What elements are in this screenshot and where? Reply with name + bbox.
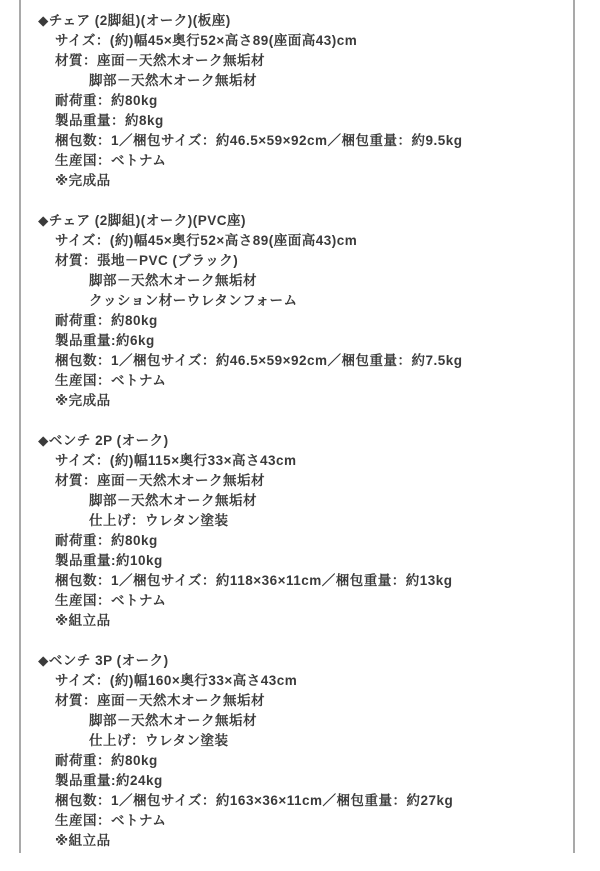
spec-line: 生産国：ベトナム — [55, 813, 167, 828]
spec-line: 製品重量:約6kg — [55, 333, 155, 348]
spec-line: ※組立品 — [55, 613, 111, 628]
spec-line: 梱包数：1／梱包サイズ：約46.5×59×92cm／梱包重量：約7.5kg — [55, 353, 463, 368]
spec-line: 脚部－天然木オーク無垢材 — [89, 73, 257, 88]
spec-line: 材質：張地－PVC (ブラック) — [55, 253, 239, 268]
spec-line: 耐荷重：約80kg — [55, 753, 158, 768]
product-spec-section — [38, 11, 560, 191]
spec-line: ※完成品 — [55, 393, 111, 408]
spec-line: 脚部－天然木オーク無垢材 — [89, 273, 257, 288]
spec-content — [38, 11, 560, 871]
product-title: ◆チェア (2脚組)(オーク)(PVC座) — [38, 213, 246, 228]
spec-line: ※完成品 — [55, 173, 111, 188]
spec-line: 仕上げ：ウレタン塗装 — [89, 733, 229, 748]
spec-line: 梱包数：1／梱包サイズ：約163×36×11cm／梱包重量：約27kg — [55, 793, 454, 808]
product-spec-section — [38, 651, 560, 851]
spec-line: サイズ：(約)幅160×奥行33×高さ43cm — [55, 673, 298, 688]
spec-line: 耐荷重：約80kg — [55, 93, 158, 108]
spec-line: 製品重量：約8kg — [55, 113, 164, 128]
spec-line: 梱包数：1／梱包サイズ：約46.5×59×92cm／梱包重量：約9.5kg — [55, 133, 463, 148]
right-border-line — [573, 0, 575, 853]
product-spec-section — [38, 431, 560, 631]
spec-line: 生産国：ベトナム — [55, 373, 167, 388]
spec-line: 生産国：ベトナム — [55, 593, 167, 608]
spec-line: 脚部－天然木オーク無垢材 — [89, 713, 257, 728]
spec-line: 製品重量:約10kg — [55, 553, 163, 568]
left-border-line — [19, 0, 21, 853]
spec-line: サイズ：(約)幅45×奥行52×高さ89(座面高43)cm — [55, 233, 358, 248]
spec-line: 仕上げ：ウレタン塗装 — [89, 513, 229, 528]
product-spec-section — [38, 211, 560, 411]
spec-line: クッション材ーウレタンフォーム — [89, 293, 298, 308]
spec-line: 耐荷重：約80kg — [55, 533, 158, 548]
spec-line: 梱包数：1／梱包サイズ：約118×36×11cm／梱包重量：約13kg — [55, 573, 453, 588]
product-title: ◆ベンチ 3P (オーク) — [38, 653, 169, 668]
product-title: ◆ベンチ 2P (オーク) — [38, 433, 169, 448]
spec-line: 材質：座面－天然木オーク無垢材 — [55, 473, 265, 488]
spec-line: サイズ：(約)幅115×奥行33×高さ43cm — [55, 453, 297, 468]
spec-line: 脚部－天然木オーク無垢材 — [89, 493, 257, 508]
spec-line: 生産国：ベトナム — [55, 153, 167, 168]
spec-line: 材質：座面－天然木オーク無垢材 — [55, 53, 265, 68]
spec-line: サイズ：(約)幅45×奥行52×高さ89(座面高43)cm — [55, 33, 358, 48]
spec-line: 材質：座面－天然木オーク無垢材 — [55, 693, 265, 708]
product-title: ◆チェア (2脚組)(オーク)(板座) — [38, 13, 231, 28]
spec-line: ※組立品 — [55, 833, 111, 848]
spec-line: 製品重量:約24kg — [55, 773, 163, 788]
spec-line: 耐荷重：約80kg — [55, 313, 158, 328]
